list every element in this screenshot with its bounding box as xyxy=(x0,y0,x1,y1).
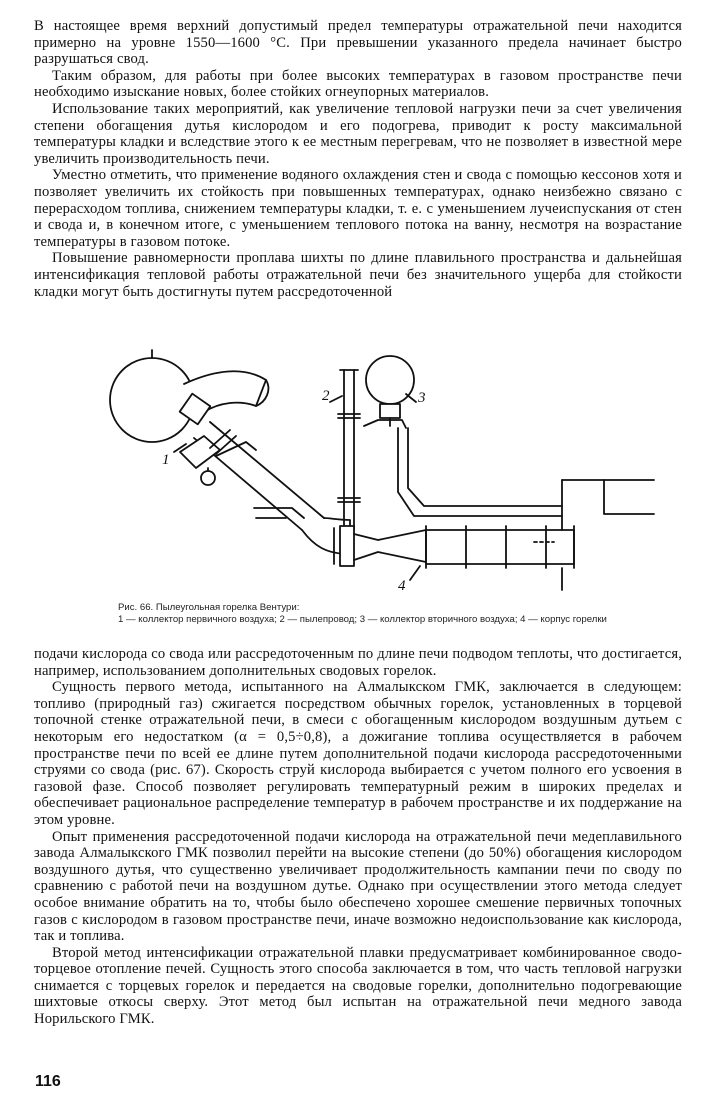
paragraph: Использование таких мероприятий, как увеличение тепловой нагрузки печи за счет увеличения степени обогащения дутья кислородом и его подогрева, приводит к росту максимальной температуры кладки и вследствие этого к ее местным перегревам, что не позволяет в известной мере увеличить производительность печи. xyxy=(34,100,682,167)
figure-venturi-burner xyxy=(34,340,682,655)
burner-diagram xyxy=(34,340,682,600)
caption-title: Рис. 66. Пылеугольная горелка Вентури: xyxy=(118,602,300,613)
paragraph: В настоящее время верхний допустимый предел температуры отражательной печи находится примерно на уровне 1550—1600 °С. При превышении указанного предела начинает быстро разрушаться свод. xyxy=(34,18,682,68)
paragraph: подачи кислорода со свода или рассредоточенным по длине печи подводом теплоты, что достигается, например, использованием дополнительных сводовых горелок. xyxy=(34,646,682,679)
text-block-top xyxy=(34,18,682,300)
document-page xyxy=(34,18,682,1028)
figure-label-4: 4 xyxy=(398,578,406,594)
text-block-bottom xyxy=(34,646,682,1028)
paragraph: Уместно отметить, что применение водяного охлаждения стен и свода с помощью кессонов хотя и позволяет увеличить их стойкость при повышенных температурах, однако неизбежно связано с перерасходом топлива, снижением температуры кладки, т. е. с уменьшением лучеиспускания от стен и свода и, в конечном итоге, с уменьшением теплового потока на ванну, несмотря на возрастание температуры в газовом потоке. xyxy=(34,167,682,250)
paragraph: Сущность первого метода, испытанного на Алмалыкском ГМК, заключается в следующем: топливо (природный газ) сжигается посредством обычных горелок, установленных в торцевой топочной стенке отражательной печи, в смеси с обогащенным кислородом воздушным дутьем с некоторым его недостатком (α = 0,5÷0,8), а дожигание топлива осуществляется в рабочем пространстве печи по всей ее длине путем дополнительной подачи кислорода рассредоточенными струями со свода (рис. 67). Скорость струй кислорода выбирается с учетом полного его усвоения в газовой фазе. Способ позволяет регулировать температурный режим в широких пределах и обеспечивает рациональное распределение температур в рабочем пространстве и их поддержание на этом уровне. xyxy=(34,679,682,828)
page-number: 116 xyxy=(35,1073,61,1090)
figure-label-1: 1 xyxy=(162,452,170,468)
paragraph: Таким образом, для работы при более высоких температурах в газовом пространстве печи необходимо изыскание новых, более стойких огнеупорных материалов. xyxy=(34,67,682,101)
paragraph: Второй метод интенсификации отражательной плавки предусматривает комбинированное сводо-торцевое отопление печей. Сущность этого способа заключается в том, что часть тепловой нагрузки снимается с торцевых горелок и передается на сводовые горелки, дополнительно подогревающие шихтовые откосы сверху. Этот метод был испытан на отражательной печи медного завода Норильского ГМК. xyxy=(34,944,682,1028)
figure-caption xyxy=(118,602,608,626)
paragraph: Опыт применения рассредоточенной подачи кислорода на отражательной печи медеплавильного завода Алмалыкского ГМК позволил перейти на высокие степени (до 50%) обогащения кислородом воздушного дутья, что существенно увеличивает продолжительность кампании печи по своду по сравнению с работой печи на воздушном дутье. Однако при осуществлении этого метода следует особое внимание обратить на то, чтобы было обеспечено хорошее смешение первичных топочных газов с кислородом в газовом пространстве печи, иначе возможно недоиспользование как кислорода, так и топлива. xyxy=(34,828,682,945)
caption-legend: 1 — коллектор первичного воздуха; 2 — пылепровод; 3 — коллектор вторичного воздуха; 4 — корпус горелки xyxy=(118,614,607,625)
figure-label-2: 2 xyxy=(322,388,330,404)
figure-label-3: 3 xyxy=(418,390,426,406)
paragraph: Повышение равномерности проплава шихты по длине плавильного пространства и дальнейшая интенсификация тепловой работы отражательной печи без значительного ущерба для стойкости кладки могут быть достигнуты путем рассредоточенной xyxy=(34,250,682,300)
